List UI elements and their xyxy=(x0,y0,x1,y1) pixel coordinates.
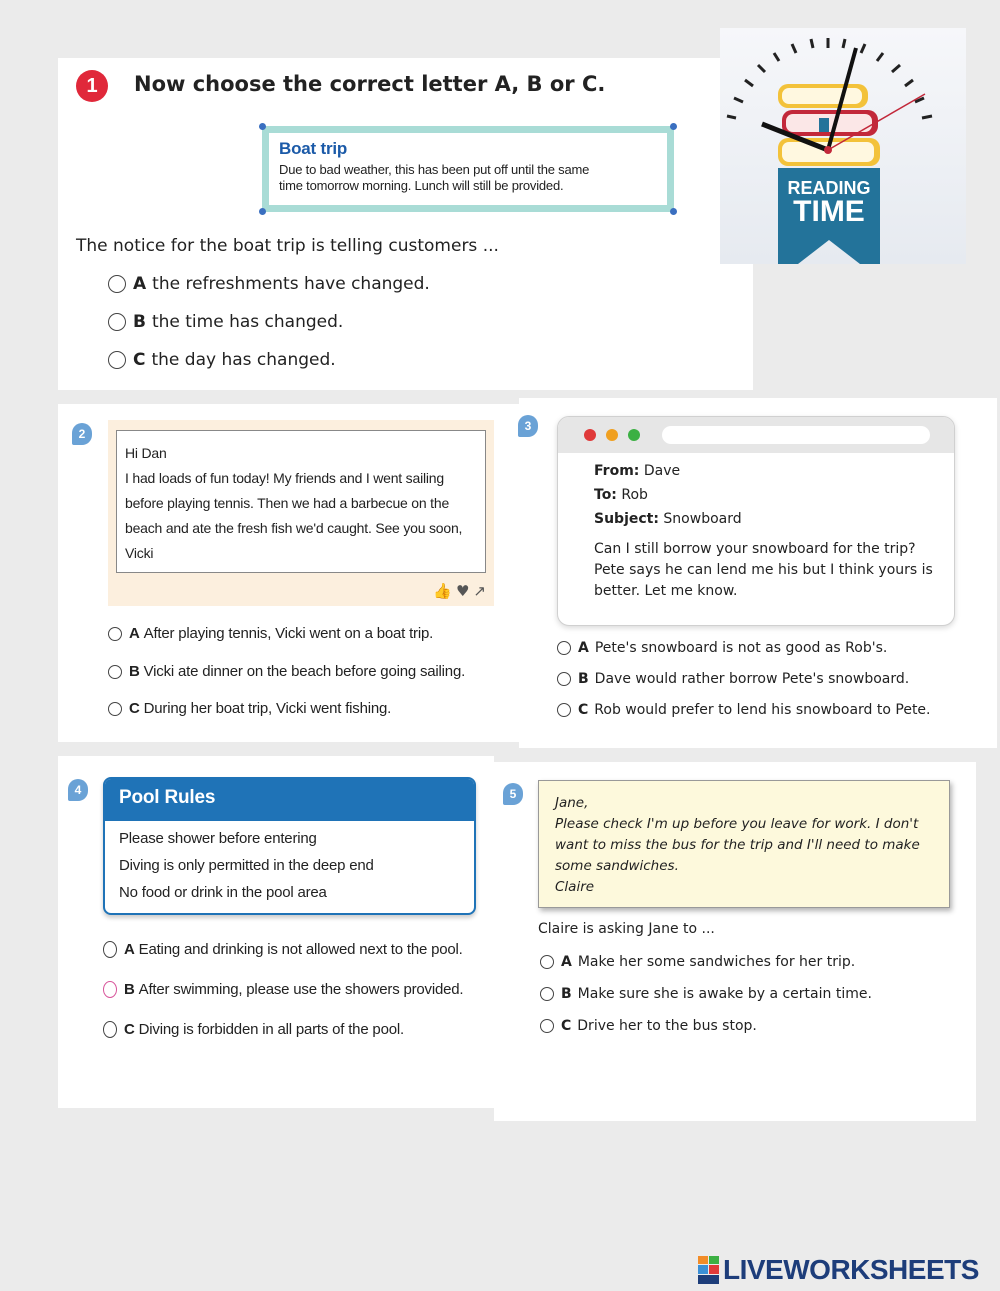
q2-option-b[interactable]: B Vicki ate dinner on the beach before going sailing. xyxy=(108,663,465,680)
close-dot-icon[interactable] xyxy=(584,429,596,441)
boat-trip-notice xyxy=(262,126,674,212)
message-line: Vicki xyxy=(125,545,154,561)
message-line: I had loads of fun today! My friends and I went sailing xyxy=(125,470,444,486)
message-box xyxy=(116,430,486,573)
notice-line-1: Due to bad weather, this has been put off until the same xyxy=(279,162,590,177)
q5-option-a[interactable]: A Make her some sandwiches for her trip. xyxy=(540,954,855,970)
pool-rules-sign xyxy=(103,777,476,915)
note-line: Claire xyxy=(555,879,595,895)
message-card xyxy=(108,420,494,606)
logo-time-text: TIME xyxy=(793,195,865,228)
radio-button[interactable] xyxy=(557,703,571,717)
pool-rule: No food or drink in the pool area xyxy=(119,884,327,901)
liveworksheets-brand-text: LIVEWORKSHEETS xyxy=(723,1254,979,1285)
email-subject: Subject: Snowboard xyxy=(594,511,742,527)
question-5-number-badge: 5 xyxy=(503,783,523,805)
logo-reading-text: READING xyxy=(787,178,871,198)
liveworksheets-mark-icon xyxy=(698,1256,720,1284)
q3-option-a[interactable]: A Pete's snowboard is not as good as Rob's. xyxy=(557,640,887,656)
email-window xyxy=(557,416,955,626)
heart-icon[interactable]: ♥ xyxy=(455,582,470,600)
q3-option-b[interactable]: B Dave would rather borrow Pete's snowboard. xyxy=(557,671,909,687)
maximize-dot-icon[interactable] xyxy=(628,429,640,441)
message-line: Hi Dan xyxy=(125,445,167,461)
q1-option-c[interactable]: C the day has changed. xyxy=(108,350,336,370)
q1-option-b[interactable]: B the time has changed. xyxy=(108,312,343,332)
question-4-number-badge: 4 xyxy=(68,779,88,801)
question-3-number-badge: 3 xyxy=(518,415,538,437)
message-line: beach and ate the fresh fish we'd caught. See you soon, xyxy=(125,520,463,536)
radio-button[interactable] xyxy=(108,702,122,716)
q2-option-a[interactable]: A After playing tennis, Vicki went on a boat trip. xyxy=(108,625,433,642)
radio-button[interactable] xyxy=(108,313,126,331)
q5-option-c[interactable]: C Drive her to the bus stop. xyxy=(540,1018,757,1034)
sticky-note xyxy=(538,780,950,908)
radio-button[interactable] xyxy=(108,665,122,679)
pool-rule: Diving is only permitted in the deep end xyxy=(119,857,374,874)
q5-option-b[interactable]: B Make sure she is awake by a certain time. xyxy=(540,986,872,1002)
q4-option-b[interactable]: B After swimming, please use the showers provided. xyxy=(103,981,463,998)
radio-button[interactable] xyxy=(103,1021,117,1038)
corner-dot xyxy=(259,208,266,215)
email-from: From: Dave xyxy=(594,463,681,479)
message-line: before playing tennis. Then we had a barbecue on the xyxy=(125,495,450,511)
window-titlebar xyxy=(558,417,954,453)
corner-dot xyxy=(670,123,677,130)
notice-line-2: time tomorrow morning. Lunch will still be provided. xyxy=(279,178,564,193)
radio-button[interactable] xyxy=(108,627,122,641)
q4-option-c[interactable]: C Diving is forbidden in all parts of the pool. xyxy=(103,1021,404,1038)
note-line: some sandwiches. xyxy=(555,858,679,874)
social-icons xyxy=(433,582,486,600)
email-to: To: Rob xyxy=(594,487,648,503)
corner-dot xyxy=(259,123,266,130)
pool-rules-title: Pool Rules xyxy=(105,779,474,821)
question-1-instruction: Now choose the correct letter A, B or C. xyxy=(134,72,606,96)
email-body-line: Can I still borrow your snowboard for the trip? xyxy=(594,541,916,557)
radio-button[interactable] xyxy=(540,955,554,969)
q4-option-a[interactable]: A Eating and drinking is not allowed next to the pool. xyxy=(103,941,463,958)
question-2-number-badge: 2 xyxy=(72,423,92,445)
radio-button[interactable] xyxy=(108,351,126,369)
email-body-line: better. Let me know. xyxy=(594,583,738,599)
radio-button[interactable] xyxy=(108,275,126,293)
q2-option-c[interactable]: C During her boat trip, Vicki went fishing. xyxy=(108,700,391,717)
radio-button[interactable] xyxy=(557,672,571,686)
share-icon[interactable]: ↗ xyxy=(473,582,486,600)
note-line: want to miss the bus for the trip and I'll need to make xyxy=(555,837,920,853)
q3-option-c[interactable]: C Rob would prefer to lend his snowboard to Pete. xyxy=(557,702,931,718)
corner-dot xyxy=(670,208,677,215)
question-1-number-badge: 1 xyxy=(76,70,108,102)
note-line: Please check I'm up before you leave for work. I don't xyxy=(555,816,919,832)
reading-time-logo xyxy=(720,28,966,264)
address-bar[interactable] xyxy=(662,426,930,444)
question-1-panel xyxy=(58,58,753,390)
pool-rule: Please shower before entering xyxy=(119,830,317,847)
radio-button[interactable] xyxy=(540,987,554,1001)
question-5-prompt: Claire is asking Jane to ... xyxy=(538,921,715,937)
liveworksheets-logo xyxy=(698,1254,979,1286)
minimize-dot-icon[interactable] xyxy=(606,429,618,441)
question-1-prompt: The notice for the boat trip is telling customers ... xyxy=(76,236,499,256)
note-line: Jane, xyxy=(555,795,589,811)
email-body-line: Pete says he can lend me his but I think yours is xyxy=(594,562,933,578)
radio-button[interactable] xyxy=(540,1019,554,1033)
notice-title: Boat trip xyxy=(279,139,348,158)
radio-button[interactable] xyxy=(557,641,571,655)
thumbs-up-icon[interactable]: 👍 xyxy=(433,582,452,600)
radio-button[interactable] xyxy=(103,981,117,998)
radio-button[interactable] xyxy=(103,941,117,958)
q1-option-a[interactable]: A the refreshments have changed. xyxy=(108,274,430,294)
